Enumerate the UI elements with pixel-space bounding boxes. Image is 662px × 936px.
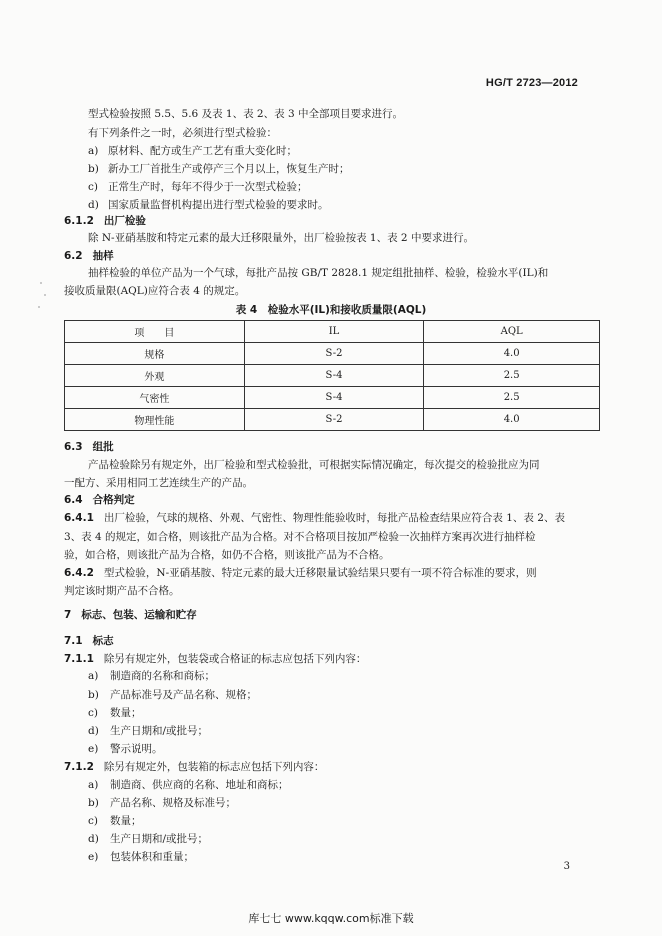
cell-il: S-2 [244, 343, 424, 365]
column-header-item: 项 目 [65, 321, 245, 343]
table-header-row [65, 321, 600, 343]
scan-speck [44, 294, 46, 296]
table-row [65, 365, 600, 387]
paragraph-line: 接收质量限(AQL)应符合表 4 的规定。 [64, 285, 246, 297]
cell-il: S-4 [244, 387, 424, 409]
cell-item: 规格 [65, 343, 245, 365]
list-item: b) 产品名称、规格及标准号； [88, 797, 236, 809]
paragraph-line: 型式检验按照 5.5、5.6 及表 1、表 2、表 3 中全部项目要求进行。 [88, 108, 403, 120]
list-item: d) 国家质量监督机构提出进行型式检验的要求时。 [88, 199, 329, 211]
cell-aql: 2.5 [424, 365, 600, 387]
cell-aql: 4.0 [424, 343, 600, 365]
cell-item: 外观 [65, 365, 245, 387]
cell-il: S-2 [244, 409, 424, 431]
paragraph-line: 验，如合格，则该批产品为合格，如仍不合格，则该批产品为不合格。 [64, 549, 390, 561]
column-header-aql: AQL [424, 321, 600, 343]
paragraph-line: 除 N-亚硝基胺和特定元素的最大迁移限量外，出厂检验按表 1、表 2 中要求进行。 [88, 232, 474, 244]
paragraph-line: 产品检验除另有规定外，出厂检验和型式检验批，可根据实际情况确定，每次提交的检验批应为同 [88, 459, 540, 471]
cell-il: S-4 [244, 365, 424, 387]
chapter-heading: 7 标志、包装、运输和贮存 [64, 609, 197, 621]
list-item: b) 新办工厂首批生产或停产三个月以上，恢复生产时； [88, 163, 350, 175]
paragraph-line: 7.1.2 除另有规定外，包装箱的标志应包括下列内容： [64, 761, 325, 773]
paragraph-line: 7.1.1 除另有规定外，包装袋或合格证的标志应包括下列内容： [64, 653, 367, 665]
paragraph-line: 判定该时期产品不合格。 [64, 585, 180, 597]
list-item: c) 正常生产时，每年不得少于一次型式检验； [88, 181, 308, 193]
list-item: e) 包装体积和重量； [88, 851, 194, 863]
aql-table [64, 320, 600, 431]
paragraph-line: 一配方、采用相同工艺连续生产的产品。 [64, 477, 253, 489]
paragraph-line: 6.4.1 出厂检验，气球的规格、外观、气密性、物理性能验收时，每批产品检查结果应符合表 1、表 2、表 [64, 512, 565, 524]
list-item: e) 警示说明。 [88, 743, 163, 755]
paragraph-line: 抽样检验的单位产品为一个气球，每批产品按 GB/T 2828.1 规定组批抽样、检验，检验水平(IL)和 [88, 267, 549, 279]
table-row [65, 343, 600, 365]
scan-speck [38, 306, 40, 308]
list-item: c) 数量； [88, 815, 142, 827]
section-heading: 6.2 抽样 [64, 250, 114, 262]
list-item: c) 数量； [88, 707, 142, 719]
table-row [65, 409, 600, 431]
list-item: d) 生产日期和/或批号； [88, 833, 209, 845]
list-item: b) 产品标准号及产品名称、规格； [88, 689, 257, 701]
standard-code: HG/T 2723—2012 [485, 77, 578, 89]
paragraph-line: 6.4.2 型式检验，N-亚硝基胺、特定元素的最大迁移限量试验结果只要有一项不符合标准的要求，则 [64, 567, 537, 579]
list-item: a) 制造商的名称和商标； [88, 670, 215, 682]
section-heading: 6.3 组批 [64, 441, 114, 453]
list-item: d) 生产日期和/或批号； [88, 725, 209, 737]
paragraph-line: 3、表 4 的规定，如合格，则该批产品为合格。对不合格项目按加严检验一次抽样方案再次进行抽样检 [64, 531, 536, 543]
footer-watermark: 库七七 www.kqqw.com标准下载 [248, 912, 414, 925]
table-row [65, 387, 600, 409]
cell-item: 气密性 [65, 387, 245, 409]
section-heading: 7.1 标志 [64, 635, 114, 647]
column-header-il: IL [244, 321, 424, 343]
list-item: a) 原材料、配方或生产工艺有重大变化时； [88, 145, 297, 157]
page-number: 3 [563, 861, 570, 872]
table-caption: 表 4 检验水平(IL)和接收质量限(AQL) [235, 304, 427, 316]
section-heading: 6.1.2 出厂检验 [64, 215, 146, 227]
paragraph-line: 有下列条件之一时，必须进行型式检验： [88, 127, 277, 139]
scan-speck [40, 282, 42, 284]
cell-item: 物理性能 [65, 409, 245, 431]
cell-aql: 4.0 [424, 409, 600, 431]
list-item: a) 制造商、供应商的名称、地址和商标； [88, 779, 289, 791]
cell-aql: 2.5 [424, 387, 600, 409]
section-heading: 6.4 合格判定 [64, 494, 135, 506]
